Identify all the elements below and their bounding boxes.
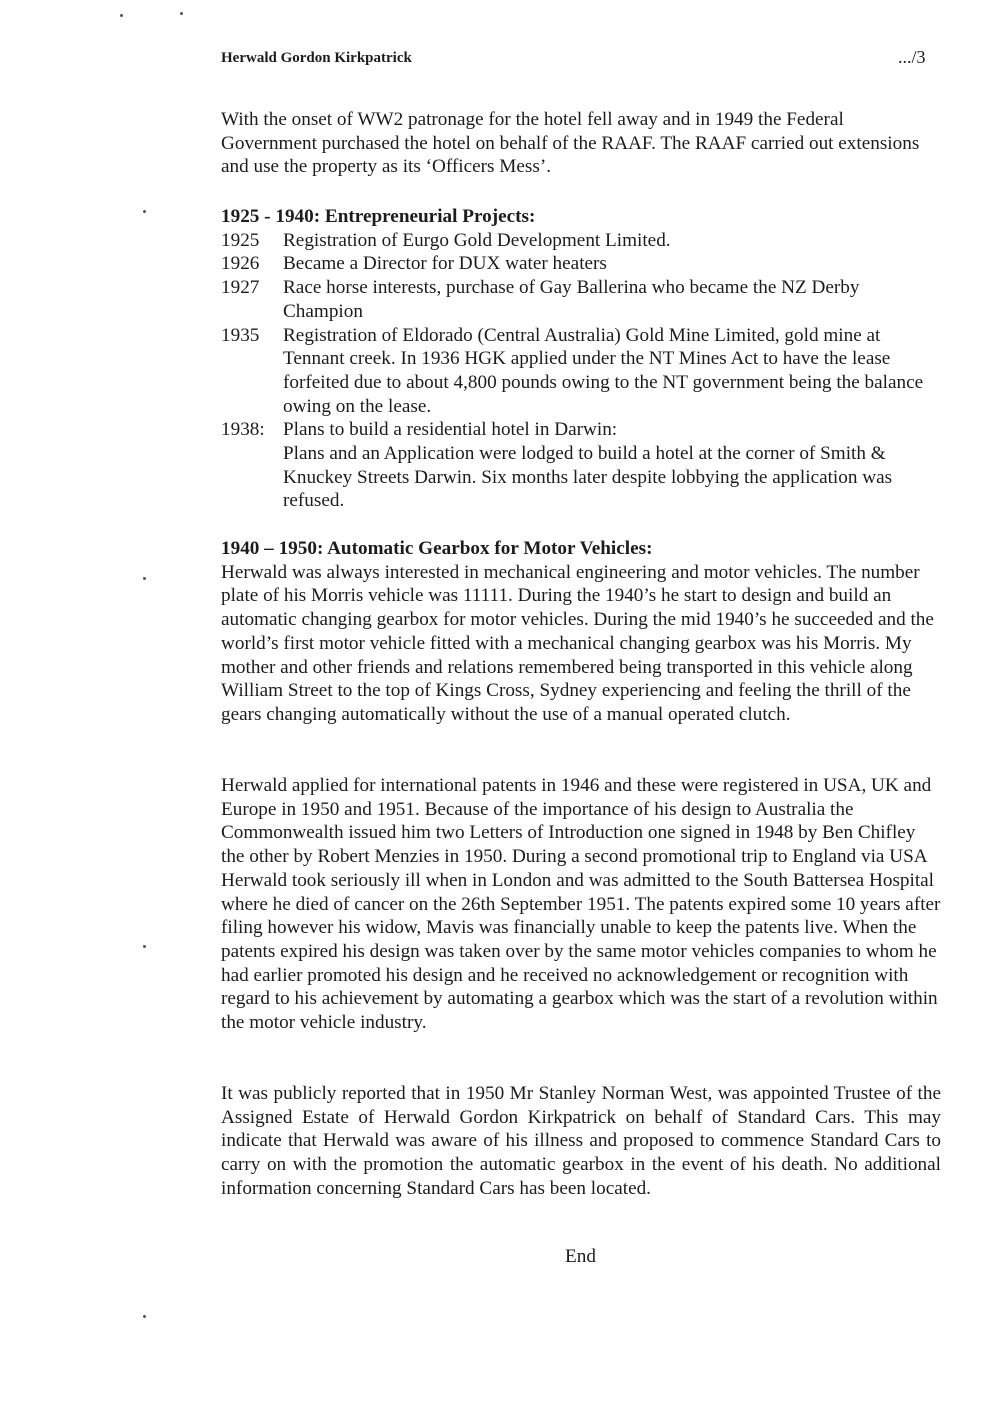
project-entry [221, 276, 941, 323]
page-number: .../3 [898, 47, 926, 67]
gearbox-paragraph-2: Herwald applied for international patents in 1946 and these were registered in USA, UK and Europe in 1950 and 1951. Because of the importance of his design to Australia the Commonwealth issued him two Letters of Introduction one signed in 1948 by Ben Chifley the other by Robert Menzies in 1950. During a second promotional trip to England via USA Herwald took seriously ill when in London and was admitted to the South Battersea Hospital where he died of cancer on the 26th September 1951. The patents expired some 10 years after filing however his widow, Mavis was financially unable to keep the patents live. When the patents expired his design was taken over by the same motor vehicles companies to whom he had earlier promoted his design and he received no acknowledgement or recognition with regard to his achievement by automating a gearbox which was the start of a revolution within the motor vehicle industry. [221, 775, 941, 1034]
gearbox-section [221, 537, 941, 727]
project-text: Plans to build a residential hotel in Darwin: [283, 419, 618, 441]
scan-speck [143, 210, 146, 213]
scan-speck [143, 945, 146, 948]
project-text: Plans and an Application were lodged to build a hotel at the corner of Smith & Knuckey Streets Darwin. Six months later despite lobbying the application was refused. [283, 443, 893, 512]
project-year: 1935 [221, 324, 260, 346]
project-text: Registration of Eldorado (Central Australia) Gold Mine Limited, gold mine at Tennant creek. In 1936 HGK applied under the NT Mines Act to have the lease forfeited due to about 4,800 pounds owing to the NT government being the balance owing on the lease. [283, 324, 924, 417]
project-entry [221, 418, 941, 442]
project-entry [221, 229, 941, 253]
projects-section [221, 205, 941, 513]
intro-paragraph: With the onset of WW2 patronage for the hotel fell away and in 1949 the Federal Government purchased the hotel on behalf of the RAAF. The RAAF carried out extensions and use the property as its ‘Officers Mess’. [221, 109, 920, 178]
scan-speck [143, 1315, 146, 1318]
projects-heading: 1925 - 1940: Entrepreneurial Projects: [221, 206, 536, 227]
scan-speck [120, 14, 123, 17]
project-year: 1926 [221, 253, 260, 275]
project-entry [221, 324, 941, 419]
gearbox-paragraph-3: It was publicly reported that in 1950 Mr Stanley Norman West, was appointed Trustee of the Assigned Estate of Herwald Gordon Kirkpatrick on behalf of Standard Cars. This may indicate that Herwald was aware of his illness and proposed to commence Standard Cars to carry on with the promotion the automatic gearbox in the event of his death. No additional information concerning Standard Cars has been located. [221, 1083, 941, 1199]
gearbox-paragraph-1: Herwald was always interested in mechanical engineering and motor vehicles. The number plate of his Morris vehicle was 11111. During the 1940’s he start to design and build an automatic changing gearbox for motor vehicles. During the mid 1940’s he succeeded and the world’s first motor vehicle fitted with a mechanical changing gearbox was his Morris. My mother and other friends and relations remembered being transported in this vehicle along William Street to the top of Kings Cross, Sydney experiencing and feeling the thrill of the gears changing automatically without the use of a manual operated clutch. [221, 561, 934, 725]
scan-speck [143, 577, 146, 580]
end-marker: End [565, 1246, 596, 1267]
project-text: Race horse interests, purchase of Gay Ballerina who became the NZ Derby Champion [283, 277, 860, 322]
project-year: 1927 [221, 277, 260, 299]
project-entry [221, 442, 941, 513]
scan-speck [180, 12, 183, 15]
project-year [221, 442, 283, 513]
project-year: 1925 [221, 229, 260, 251]
project-text: Became a Director for DUX water heaters [283, 253, 607, 275]
project-entry [221, 252, 941, 276]
gearbox-heading: 1940 – 1950: Automatic Gearbox for Motor Vehicles: [221, 538, 653, 559]
project-year: 1938: [221, 419, 265, 441]
project-text: Registration of Eurgo Gold Development Limited. [283, 229, 671, 251]
header-name: Herwald Gordon Kirkpatrick [221, 50, 412, 66]
